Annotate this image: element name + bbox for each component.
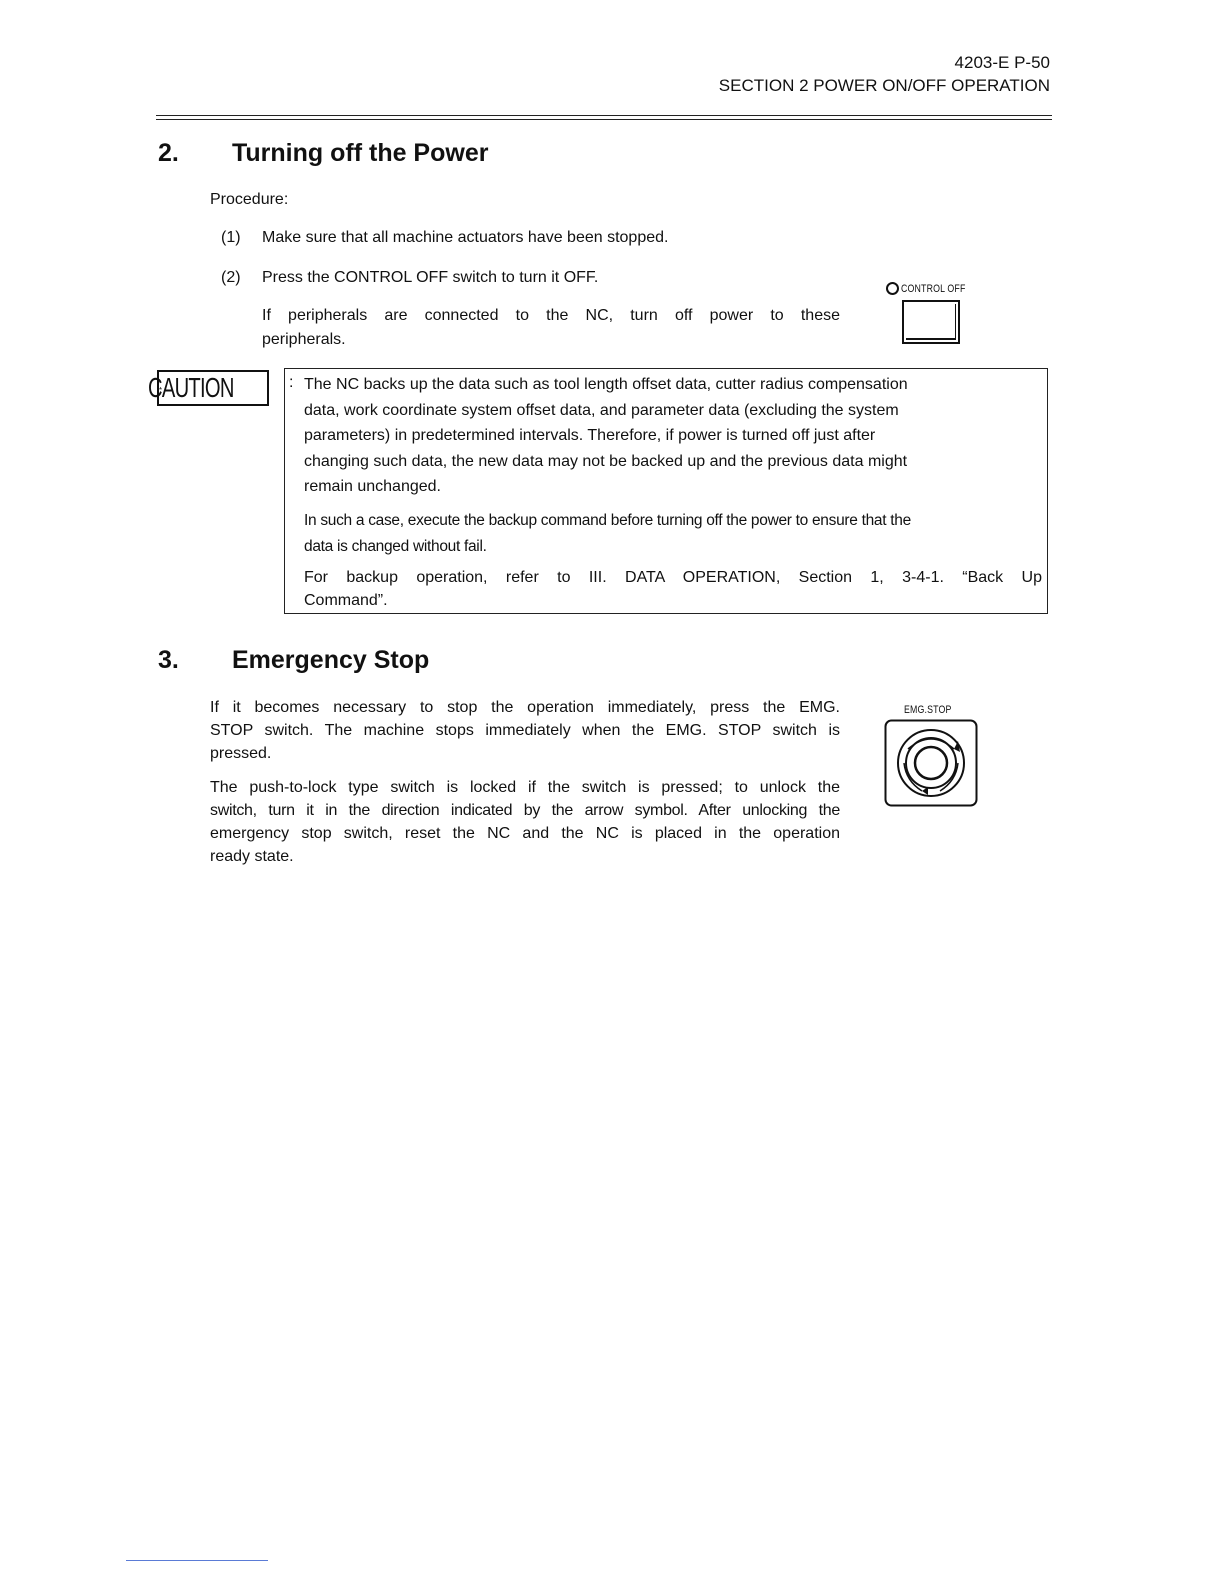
step2-note-line2: peripherals. [262, 331, 346, 348]
section3-paragraph-2 [210, 776, 840, 868]
step2-text: Press the CONTROL OFF switch to turn it OFF. [262, 269, 599, 286]
caution-p1-line: changing such data, the new data may not be backed up and the previous data might [304, 452, 908, 470]
step1-number: (1) [221, 229, 241, 246]
emergency-stop-switch-icon [884, 719, 978, 807]
section3-p1-line: pressed. [210, 745, 272, 762]
control-off-label-group [886, 282, 982, 295]
caution-p3-line: Command”. [304, 592, 388, 609]
header-page-code: 4203-E P-50 [954, 53, 1050, 72]
section3-p2-line: emergency stop switch, reset the NC and the NC is placed in the operation [210, 825, 840, 842]
caution-p1-line: remain unchanged. [304, 478, 441, 495]
section3-p2-line: The push-to-lock type switch is locked if the switch is pressed; to unlock the [210, 779, 840, 796]
caution-p1-line: parameters) in predetermined intervals. Therefore, if power is turned off just after [304, 427, 876, 444]
control-off-switch-icon [902, 300, 960, 344]
step1-text: Make sure that all machine actuators have been stopped. [262, 229, 669, 246]
section3-p2-line: switch, turn it in the direction indicated by the arrow symbol. After unlocking the [210, 802, 840, 819]
caution-colon: : [289, 374, 294, 391]
caution-paragraph-1 [304, 372, 1046, 500]
section3-paragraph-1 [210, 696, 840, 765]
caution-p1-line: The NC backs up the data such as tool length offset data, cutter radius compensation [304, 376, 908, 393]
caution-p2-line: In such a case, execute the backup command before turning off the power to ensure that the [304, 512, 911, 529]
indicator-lamp-icon [886, 282, 899, 295]
emg-stop-label: EMG.STOP [904, 704, 952, 716]
section3-p1-line: STOP switch. The machine stops immediately when the EMG. STOP switch is [210, 722, 840, 739]
header-section-title: SECTION 2 POWER ON/OFF OPERATION [718, 76, 1050, 95]
header-rule-top [156, 115, 1052, 116]
section3-p2-line: ready state. [210, 848, 294, 865]
caution-p2-line: data is changed without fail. [304, 537, 487, 555]
section2-title: Turning off the Power [232, 139, 489, 167]
caution-paragraph-3 [304, 566, 1046, 612]
procedure-label: Procedure: [210, 191, 289, 208]
caution-p1-line: data, work coordinate system offset data, and parameter data (excluding the system [304, 401, 899, 419]
caution-p3-line: For backup operation, refer to III. DATA OPERATION, Section 1, 3-4-1. “Back Up [304, 569, 1042, 586]
section3-number: 3. [158, 646, 179, 674]
caution-label: CAUTION [148, 372, 234, 403]
header-rule-bottom [156, 119, 1052, 120]
step2-note-line1: If peripherals are connected to the NC, turn off power to these [262, 307, 840, 324]
section2-number: 2. [158, 139, 179, 167]
step2-number: (2) [221, 269, 241, 286]
footer-line [126, 1560, 268, 1561]
caution-paragraph-2 [304, 508, 1046, 559]
section3-p1-line: If it becomes necessary to stop the operation immediately, press the EMG. [210, 699, 840, 716]
section3-title: Emergency Stop [232, 646, 430, 674]
caution-badge [148, 370, 269, 406]
control-off-label: CONTROL OFF [901, 282, 966, 295]
